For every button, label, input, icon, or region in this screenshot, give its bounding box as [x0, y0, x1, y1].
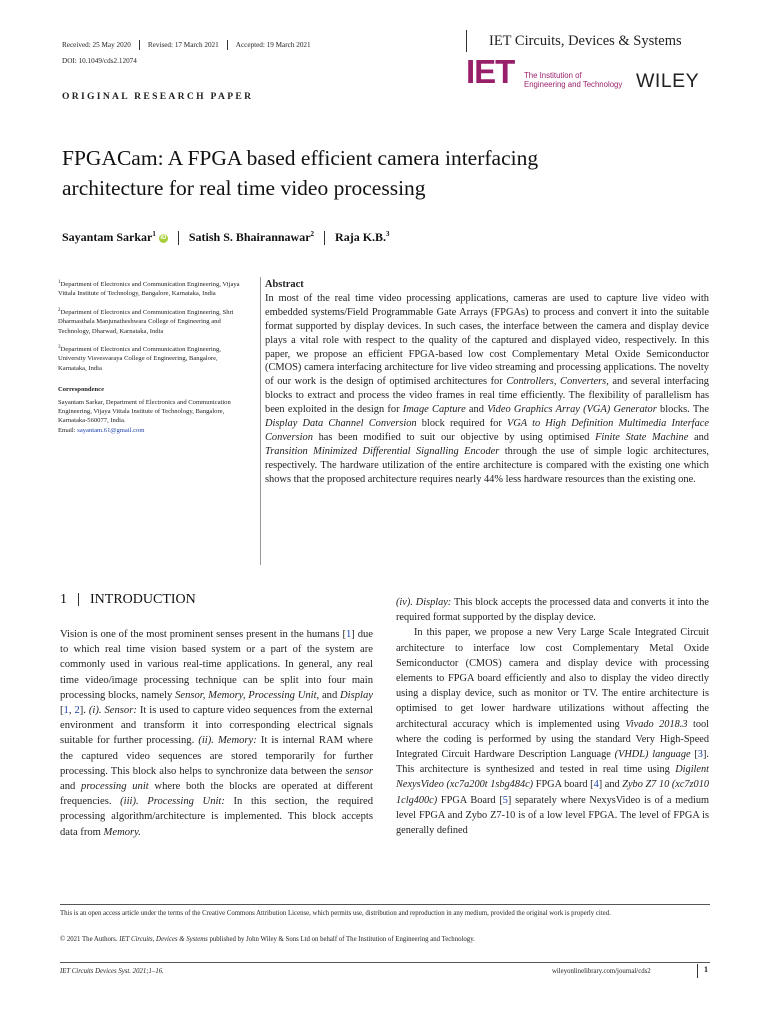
body-italic: sensor — [345, 765, 373, 777]
body-italic: (i). Sensor: — [88, 705, 137, 717]
abstract-italic: Display Data Channel Conversion — [265, 418, 417, 430]
title-line2: architecture for real time video processing — [62, 176, 426, 200]
body-text: In this paper, we propose a new Very Large Scale Integrated Circuit architecture to interface low cost Complementary Metal Oxide Semiconductor (CMOS) camera and display device with processing elements to FPGA board efficiently and also to display the video directly using a display device, such as monitor or TV. The entire architecture is optimised to get lower hardware utilizations without affecting the architectural accuracy which is implemented using — [396, 627, 709, 730]
abstract — [265, 278, 709, 487]
body-text: [ — [60, 705, 64, 717]
body-text: It is internal RAM where the captured video sequences are stored temporarily for further processing. This block also helps to synchronize data between the — [60, 735, 373, 777]
body-italic: Vivado 2018.3 — [625, 718, 688, 730]
body-text: This block accepts the processed data and converts it into the required format supported by the display device. — [396, 597, 709, 624]
section-title: INTRODUCTION — [90, 592, 196, 607]
citation-link[interactable]: 5 — [502, 794, 508, 806]
footer-rule — [60, 904, 710, 905]
license-note: This is an open access article under the terms of the Creative Commons Attribution License, which permits use, distribution and reproduction in any medium, provided the original work is properly cited. — [60, 910, 611, 917]
body-italic: Sensor, Memory, Processing Unit, — [175, 689, 320, 701]
section-heading — [60, 592, 196, 608]
dates-line — [62, 40, 311, 50]
body-text: , — [68, 705, 75, 717]
body-italic: processing unit — [81, 781, 149, 793]
body-text: where both the blocks are operated at different frequencies. — [60, 781, 374, 808]
iet-logo-letters: IET — [466, 53, 515, 90]
wiley-logo[interactable]: WILEY — [636, 70, 700, 92]
body-text: Vision is one of the most prominent senses present in the humans [ — [60, 629, 346, 640]
email-link[interactable]: sayantam.61@gmail.com — [77, 426, 145, 434]
abstract-italic: Video Graphics Array (VGA) Generator — [487, 404, 657, 416]
correspondence-email-line — [58, 426, 248, 435]
iet-logo-line1: The Institution of — [524, 71, 582, 80]
abstract-italic: VGA to High Definition Multimedia Interface Conversion — [265, 418, 709, 443]
orcid-icon[interactable]: iD — [160, 234, 167, 241]
body-text: FPGA board [ — [533, 779, 594, 791]
abstract-italic: Finite State Machine — [595, 431, 689, 443]
affiliation-text: Department of Electronics and Communication Engineering, University Visvesvaraya College of Engineering, Bangalore, Karnataka, India — [58, 346, 221, 372]
author-sup: 1 — [152, 230, 156, 238]
footer-rule-bottom — [60, 962, 710, 963]
affiliation-sup: 2 — [58, 307, 61, 313]
authors-line — [62, 230, 390, 245]
body-text: ] and — [598, 779, 623, 791]
affiliation-text: Department of Electronics and Communication Engineering, Vijaya Vittala Institute of Technology, Bangalore, Karnataka, India — [58, 281, 240, 298]
body-text: and — [60, 781, 82, 793]
abstract-text: has been modified to suit our objective by using optimised — [312, 431, 596, 443]
copyright-text: © 2021 The Authors. — [60, 936, 120, 943]
abstract-italic: Image Capture — [402, 404, 466, 416]
header-divider — [466, 30, 482, 52]
body-italic: (VHDL) language — [614, 749, 691, 761]
abstract-text: blocks. The — [656, 404, 709, 416]
affiliation — [58, 280, 248, 299]
body-italic: (iv). Display: — [396, 597, 452, 608]
citation-line: IET Circuits Devices Syst. 2021;1–16. — [60, 968, 164, 975]
intro-column-right — [396, 595, 709, 838]
iet-logo-text — [524, 71, 644, 89]
author-sup: 2 — [310, 230, 315, 238]
body-text: FPGA Board [ — [437, 794, 503, 806]
body-text: and — [319, 689, 341, 701]
body-italic: Digilent NexysVideo (xc7a200t 1sbg484c) — [396, 764, 709, 791]
abstract-rule — [260, 277, 261, 565]
page-divider — [697, 964, 698, 978]
citation-link[interactable]: 3 — [697, 749, 703, 761]
body-italic: Zybo Z7 10 (xc7z010 1clg400c) — [396, 779, 709, 806]
received-date: Received: 25 May 2020 — [62, 41, 131, 49]
body-italic: Memory. — [103, 826, 141, 838]
copyright-journal: IET Circuits, Devices & Systems — [119, 936, 208, 943]
author-name[interactable]: Satish S. Bhairannawar — [188, 230, 311, 244]
abstract-text: and — [688, 431, 709, 443]
abstract-text: and several interfacing blocks to extract and process the video frames in real time efficiently. The flexibility of parallelism has been exploited in the design for — [265, 376, 709, 416]
doi[interactable]: DOI: 10.1049/cds2.12074 — [62, 57, 137, 65]
affiliation — [58, 308, 248, 336]
iet-logo-line2: Engineering and Technology — [524, 80, 623, 89]
body-text: ] separately where NexysVideo is of a medium level FPGA and Zybo Z7-10 is of a low level FPGA. The level of FPGA is generally defined — [396, 794, 709, 837]
abstract-text: block required for — [416, 418, 507, 430]
abstract-italic: Transition Minimized Differential Signalling Encoder — [265, 445, 500, 457]
correspondence-text: Sayantam Sarkar, Department of Electronics and Communication Engineering, Vijaya Vittala Institute of Technology, Bangalore, Karnataka-560077, India. — [58, 398, 231, 425]
body-text: ] due to which real time vision based system or a part of the system are commonly used in various real-time applications. In general, any real time video/image processing technique can be split into four main processing blocks, namely — [60, 629, 374, 701]
body-text: [ — [690, 749, 698, 761]
journal-title[interactable]: IET Circuits, Devices & Systems — [489, 33, 682, 49]
journal-url[interactable]: wileyonlinelibrary.com/journal/cds2 — [552, 968, 651, 975]
body-text: In this section, the required processing algorithm/architecture is implemented. This block accepts data from — [60, 796, 373, 838]
citation-link[interactable]: 1 — [345, 629, 352, 640]
abstract-text: In most of the real time video processing applications, cameras are used to capture live video with embedded systems/Field Programmable Gate Arrays (FPGAs) to process and convert it into the suitable format supported by display devices. In such cases, the interface between the camera and display device plays a vital role with respect to the quality of the captured and displayed video, respectively. In this paper, we propose an efficient FPGA-based low cost Complementary Metal Oxide Semiconductor (CMOS) camera interfacing architecture for live video streaming and processing applications. The novelty of our work is the design of optimised architectures for — [265, 292, 709, 388]
citation-link[interactable]: 2 — [74, 705, 80, 717]
abstract-heading: Abstract — [265, 279, 304, 290]
affiliation-sup: 3 — [58, 344, 61, 350]
abstract-text: through the use of simple logic architectures, respectively. The hardware utilization of the entire architecture is compared with the existing one which shows that the proposed architecture requires nearly 44% less hardware resources than the existing one. — [265, 445, 709, 485]
author-sup: 3 — [386, 230, 390, 238]
body-text: ]. — [79, 705, 89, 717]
abstract-text: and — [465, 404, 488, 416]
affiliation-text: Department of Electronics and Communication Engineering, Shri Dharmasthala Manjunatheshwara College of Engineering and Technology, Dharwad, Karnataka, India — [58, 308, 234, 335]
accepted-date: Accepted: 19 March 2021 — [235, 41, 311, 49]
intro-column-left — [60, 627, 373, 840]
section-number: 1 — [60, 592, 67, 607]
abstract-body — [265, 292, 709, 487]
paragraph — [396, 625, 709, 838]
citation-link[interactable]: 4 — [593, 779, 599, 791]
page-number: 1 — [704, 965, 708, 974]
author-name[interactable]: Raja K.B. — [335, 230, 387, 244]
body-text: tool where the coding is performed by using the standard Very High-Speed Integrated Circuit Hardware Description Language — [396, 718, 710, 761]
body-text: It is used to capture video sequences from the external environment and transform it into corresponding electrical signals suitable for further processing. — [60, 705, 374, 747]
title-line1: FPGACam: A FPGA based efficient camera interfacing — [62, 146, 539, 170]
copyright-line — [60, 935, 710, 944]
paragraph — [396, 595, 709, 625]
author-name[interactable]: Sayantam Sarkar — [62, 230, 153, 244]
revised-date: Revised: 17 March 2021 — [147, 41, 219, 49]
body-italic: (iii). Processing Unit: — [120, 796, 225, 808]
citation-link[interactable]: 1 — [63, 705, 69, 717]
body-italic: (ii). Memory: — [198, 735, 257, 747]
body-italic: Display — [340, 689, 373, 701]
affiliation-sup: 1 — [58, 279, 61, 285]
section-label: ORIGINAL RESEARCH PAPER — [62, 91, 254, 102]
email-label: Email: — [58, 426, 76, 434]
abstract-italic: Controllers, Converters, — [506, 376, 609, 388]
affiliation-list — [58, 280, 248, 435]
article-title — [62, 143, 742, 203]
affiliation — [58, 345, 248, 373]
copyright-text: published by John Wiley & Sons Ltd on behalf of The Institution of Engineering and Technology. — [207, 936, 475, 943]
correspondence-heading: Correspondence — [58, 386, 105, 394]
body-text: ]. This architecture is synthesized and tested in real time using — [396, 749, 709, 776]
